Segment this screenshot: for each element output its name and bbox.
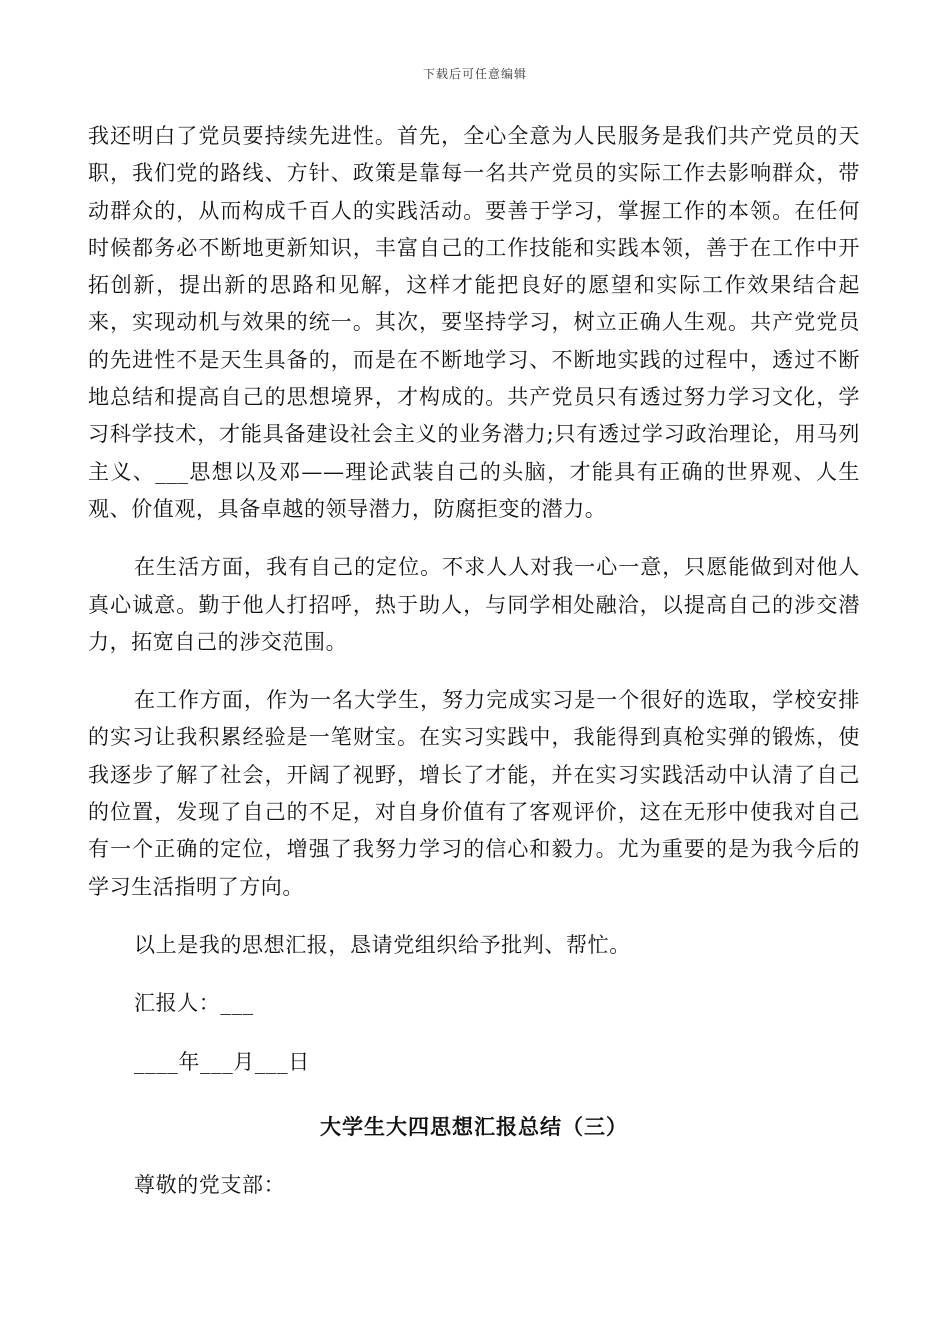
closing-line: 以上是我的思想汇报，恳请党组织给予批判、帮忙。	[134, 932, 631, 957]
section-title: 大学生大四思想汇报总结（三）	[320, 1113, 628, 1139]
salutation: 尊敬的党支部：	[134, 1173, 286, 1198]
date-line: ____年___月___日	[134, 1049, 310, 1074]
paragraph-party-member: 我还明白了党员要持续先进性。首先，全心全意为人民服务是我们共产党员的天职，我们党的路线、方针、政策是靠每一名共产党员的实际工作去影响群众，带动群众的，从而构成千百人的实践活动。要善于学习，掌握工作的本领。在任何时候都务必不断地更新知识，丰富自己的工作技能和实践本领，善于在工作中开拓创新，提出新的思路和见解，这样才能把良好的愿望和实际工作效果结合起来，实现动机与效果的统一。其次，要坚持学习，树立正确人生观。共产党党员的先进性不是天生具备的，而是在不断地学习、不断地实践的过程中，透过不断地总结和提高自己的思想境界，才构成的。共产党员只有透过努力学习文化，学习科学技术，才能具备建设社会主义的业务潜力;只有透过学习政治理论，用马列主义、___思想以及邓——理论武装自己的头脑，才能具有正确的世界观、人生观、价值观，具备卓越的领导潜力，防腐拒变的潜力。	[88, 124, 860, 521]
document-body	[88, 118, 860, 1204]
paragraph-work: 在工作方面，作为一名大学生，努力完成实习是一个很好的选取，学校安排的实习让我积累经验是一笔财宝。在实习实践中，我能得到真枪实弹的锻炼，使我逐步了解了社会，开阔了视野，增长了才能，并在实习实践活动中认清了自己的位置，发现了自己的不足，对自身价值有了客观评价，这在无形中使我对自己有一个正确的定位，增强了我努力学习的信心和毅力。尤为重要的是为我今后的学习生活指明了方向。	[88, 688, 860, 899]
header-note: 下载后可任意编辑	[422, 67, 527, 81]
reporter-line: 汇报人：___	[134, 991, 254, 1016]
paragraph-life: 在生活方面，我有自己的定位。不求人人对我一心一意，只愿能做到对他人真心诚意。勤于他人打招呼，热于助人，与同学相处融洽，以提高自己的涉交潜力，拓宽自己的涉交范围。	[88, 555, 860, 654]
